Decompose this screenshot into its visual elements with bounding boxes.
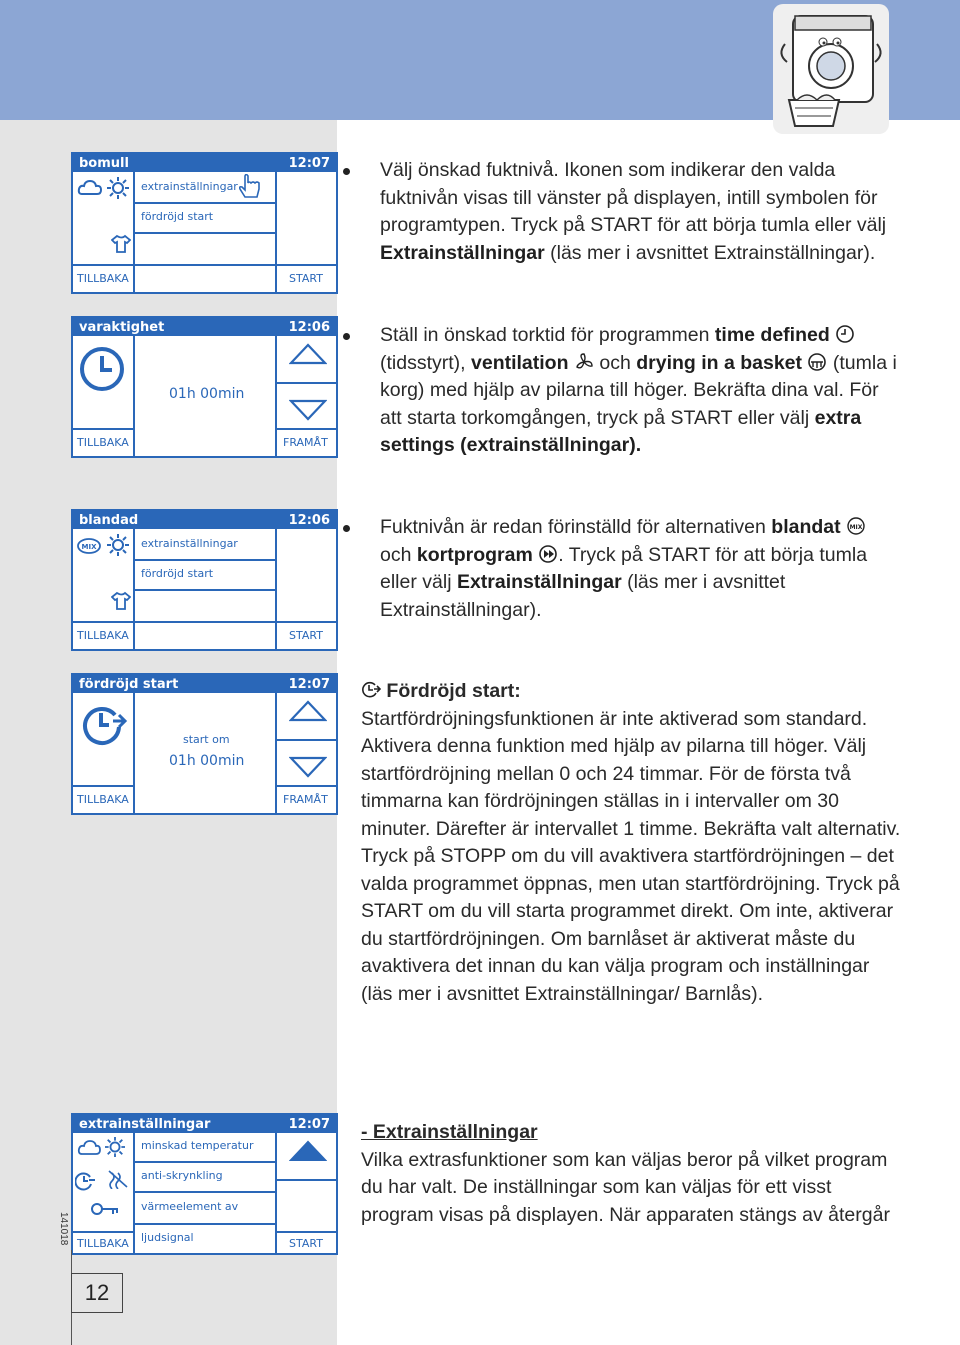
short-program-icon [538, 544, 558, 564]
delayed-start-clock-icon [79, 701, 129, 747]
forward-button[interactable]: FRAMÅT [283, 436, 328, 449]
clock-icon [79, 346, 125, 392]
sun-icon [107, 177, 129, 199]
paragraph-preset-humidity: Fuktnivån är redan förinställd för alternativen blandat MIX och kortprogram . Tryck på START för att börja tumla eller välj Extrainställningar (läs mer i avsnittet Extrainställningar). [361, 514, 901, 624]
arrow-up-icon[interactable] [289, 699, 327, 723]
forward-button[interactable]: FRAMÅT [283, 793, 328, 806]
screen-time: 12:07 [288, 155, 330, 171]
basket-icon [807, 352, 827, 372]
screen-title-bar [73, 318, 336, 336]
start-button[interactable]: START [289, 272, 323, 285]
shirt-icon [111, 591, 131, 611]
menu-item-extrainstallningar[interactable]: extrainställningar [141, 180, 238, 193]
screen-title: extrainställningar [79, 1116, 211, 1132]
bullet [343, 333, 350, 340]
section-heading: Fördröjd start: [386, 680, 521, 702]
screen-time: 12:07 [288, 676, 330, 692]
fan-icon [574, 352, 594, 372]
section-body: Vilka extrasfunktioner som kan väljas beror på vilket program du har valt. De inställningar som kan väljas för ett visst program visas på displayen. När apparaten stängs av återgår [361, 1148, 890, 1226]
mix-icon [76, 537, 102, 555]
svg-text:MIX: MIX [849, 524, 863, 531]
mix-icon [846, 516, 866, 536]
display-screen-blandad [71, 509, 338, 651]
dryer-mascot-illustration [773, 4, 889, 134]
menu-item-anti-skrynkling[interactable]: anti-skrynkling [141, 1169, 223, 1182]
section-body: Startfördröjningsfunktionen är inte aktiverad som standard. Aktivera denna funktion med hjälp av pilarna till höger. Välj startfördröjning mellan 0 och 24 timmar. För de första två timmarna kan fördröjningen ställas in i intervaller om 30 minuter. Därefter är intervallet 1 timme. Bekräfta valt alternativ. Tryck på STOPP om du vill avaktivera startfördröjningen – det valda programmet öppnas, men utan startfördröjning. Tryck på START om du vill starta programmet direkt. Om inte, aktiverar du startfördröjningen. Om barnlåset är aktiverat måste du avaktivera det innan du kan välja program och inställningar (läs mer i avsnittet Extrainställningar/ Barnlås). [361, 707, 901, 1005]
display-screen-fordrojd-start [71, 673, 338, 815]
sun-icon [107, 534, 129, 556]
back-button[interactable]: TILLBAKA [77, 272, 129, 285]
page-number: 12 [71, 1273, 123, 1313]
menu-item-extrainstallningar[interactable]: extrainställningar [141, 537, 238, 550]
arrow-up-filled-icon[interactable] [289, 1139, 327, 1163]
menu-item-varmeelement-av[interactable]: värmeelement av [141, 1200, 239, 1213]
delayed-start-icon [361, 680, 381, 700]
bullet [343, 168, 350, 175]
shirt-icon [111, 234, 131, 254]
menu-item-fordrojd-start[interactable]: fördröjd start [141, 567, 214, 580]
display-screen-extrainstallningar [71, 1113, 338, 1255]
paragraph-humidity: Välj önskad fuktnivå. Ikonen som indikerar den valda fuktnivån visas till vänster på displayen, intill symbolen för programtypen. Tryck på START för att börja tumla eller välj Extrainställningar (läs mer i avsnittet Extrainställningar). [361, 157, 901, 267]
display-screen-varaktighet [71, 316, 338, 458]
clock-icon [835, 324, 855, 344]
screen-time: 12:07 [288, 1116, 330, 1132]
screen-title-bar [73, 154, 336, 172]
bullet [343, 525, 350, 532]
sun-icon [105, 1137, 125, 1157]
duration-value: 01h 00min [169, 386, 245, 402]
screen-title: fördröjd start [79, 676, 179, 692]
screen-time: 12:06 [288, 512, 330, 528]
screen-time: 12:06 [288, 319, 330, 335]
steam-crossed-icon [107, 1169, 129, 1189]
delayed-start-small-icon [75, 1171, 97, 1191]
screen-title: blandad [79, 512, 139, 528]
start-button[interactable]: START [289, 1237, 323, 1250]
pointing-hand-icon [239, 174, 261, 202]
screen-title-bar [73, 675, 336, 693]
screen-title-bar [73, 511, 336, 529]
start-in-label: start om [183, 733, 230, 746]
document-code: 141018 [58, 1212, 69, 1246]
key-icon [91, 1201, 121, 1217]
cloud-humidity-icon [77, 178, 103, 198]
menu-item-ljudsignal[interactable]: ljudsignal [141, 1231, 194, 1244]
cloud-humidity-icon [77, 1139, 101, 1157]
section-extra-settings [361, 1119, 901, 1229]
svg-text:MIX: MIX [81, 543, 97, 551]
screen-title: bomull [79, 155, 129, 171]
arrow-down-icon[interactable] [289, 398, 327, 422]
back-button[interactable]: TILLBAKA [77, 793, 129, 806]
arrow-up-icon[interactable] [289, 342, 327, 366]
screen-title: varaktighet [79, 319, 165, 335]
screen-title-bar [73, 1115, 336, 1133]
back-button[interactable]: TILLBAKA [77, 436, 129, 449]
menu-item-minskad-temperatur[interactable]: minskad temperatur [141, 1139, 254, 1152]
menu-item-fordrojd-start[interactable]: fördröjd start [141, 210, 214, 223]
display-screen-bomull [71, 152, 338, 294]
section-delayed-start [361, 678, 901, 1008]
start-button[interactable]: START [289, 629, 323, 642]
back-button[interactable]: TILLBAKA [77, 629, 129, 642]
section-heading: - Extrainställningar [361, 1121, 538, 1143]
back-button[interactable]: TILLBAKA [77, 1237, 129, 1250]
arrow-down-icon[interactable] [289, 755, 327, 779]
paragraph-drying-time: Ställ in önskad torktid för programmen time defined (tidsstyrt), ventilation och drying in a basket (tumla i korg) med hjälp av pilarna till höger. Bekräfta dina val. För att starta torkomgången, tryck på START eller välj extra settings (extrainställningar). [361, 322, 901, 460]
delay-value: 01h 00min [169, 753, 245, 769]
